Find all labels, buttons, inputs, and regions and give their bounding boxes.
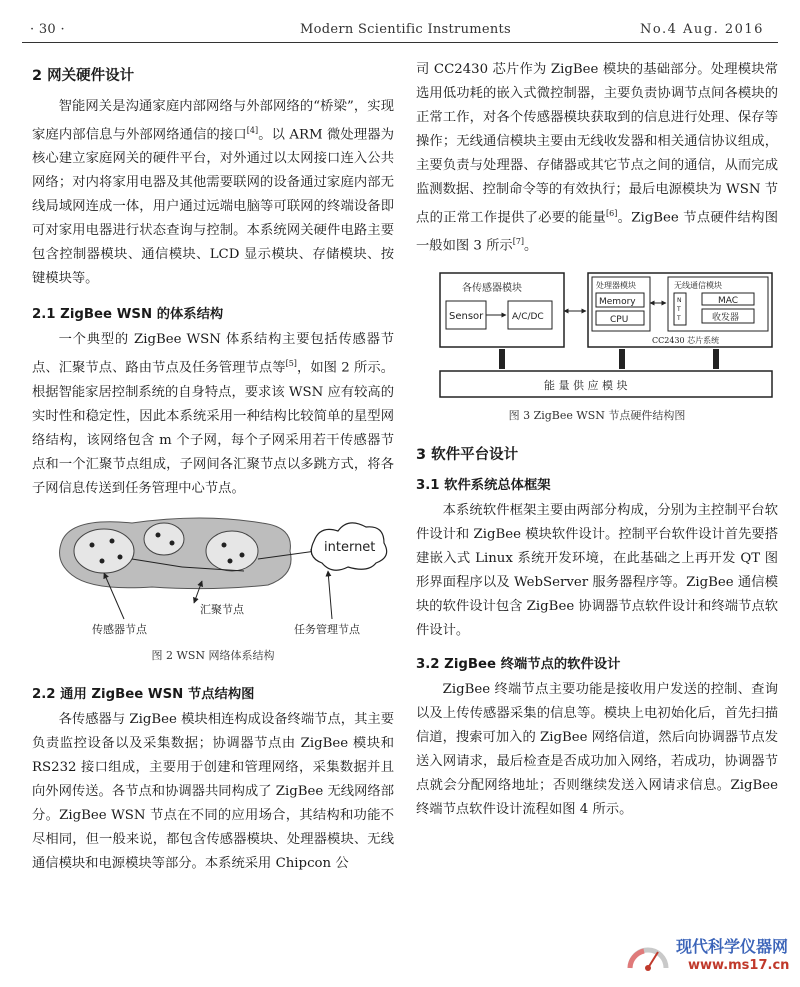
section-3-1-paragraph: 本系统软件框架主要由两部分构成，分别为主控制平台软件设计和 ZigBee 模块软件设计。控制平台软件设计首先要搭建嵌入式 Linux 系统开发环境，在此基础之上再开发 QT 图形界面程序以及 WebServer 服务器程序等。ZigBee 通信模块的软件设计包含 ZigBee 协调器节点软件设计和终端节点软件设计。 xyxy=(416,502,778,638)
figure-3 xyxy=(416,271,778,403)
watermark xyxy=(624,928,794,982)
section-2-1-title: 2.1 ZigBee WSN 的体系结构 xyxy=(32,307,224,323)
journal-name: Modern Scientific Instruments xyxy=(300,22,512,37)
subnet-cluster xyxy=(74,529,134,573)
text-run: 。 xyxy=(524,238,538,254)
citation: [7] xyxy=(512,237,525,247)
section-2-2-title: 2.2 通用 ZigBee WSN 节点结构图 xyxy=(32,686,255,702)
power-module-label: 能 量 供 应 模 块 xyxy=(544,378,628,392)
sensor-module-label: 各传感器模块 xyxy=(462,282,522,294)
cpu-label: CPU xyxy=(610,314,629,325)
wsn-network-diagram xyxy=(32,511,394,643)
internet-label: internet xyxy=(324,539,376,555)
header-rule xyxy=(22,42,778,43)
processor-module-label: 处理器模块 xyxy=(596,280,636,290)
sink-node-label: 汇聚节点 xyxy=(200,602,244,616)
figure-2-caption: 图 2 WSN 网络体系结构 xyxy=(151,648,275,662)
watermark-name: 现代科学仪器网 xyxy=(676,937,789,956)
page-number: · 30 · xyxy=(30,22,65,37)
wireless-module-label: 无线通信模块 xyxy=(674,280,722,290)
text-run: 。ZigBee 节点硬件结构图一般如图 3 所示 xyxy=(416,210,778,254)
text-run: 司 CC2430 芯片作为 ZigBee 模块的基础部分。处理模块常选用低功耗的嵌入式微控制器，主要负责协调节点间各模块的正常工作，对各个传感器模块获取到的信息进行处理、保存等操作；无线通信模块主要由无线收发器和相关通信协议组成，主要负责与处理器、存储器或其它节点之间的通信，从而完成监测数据、控制命令等的有效执行；最后电源模块为 WSN 节点的正常工作提供了必要的能量 xyxy=(416,62,778,226)
citation: [5] xyxy=(285,359,297,369)
left-column xyxy=(32,58,394,876)
continued-paragraph xyxy=(416,58,778,259)
subnet-cluster xyxy=(144,523,184,555)
section-3-title: 3 软件平台设计 xyxy=(416,446,519,463)
gauge-logo-icon xyxy=(624,932,672,978)
mac-label: MAC xyxy=(718,295,739,306)
sensor-label: Sensor xyxy=(449,310,484,322)
watermark-url: www.ms17.cn xyxy=(688,958,790,973)
section-3-2-paragraph: ZigBee 终端节点主要功能是接收用户发送的控制、查询以及上传传感器采集的信息等。模块上电初始化后，首先扫描信道，搜索可加入的 ZigBee 网络信道，然后向协调器节点发送入网请求，最后检查是否成功加入网络，若成功，协调器节点就会分配网络地址；否则继续发送入网请求信息。ZigBee 终端节点软件设计流程如图 4 所示。 xyxy=(416,681,778,817)
section-2-1-paragraph xyxy=(32,328,394,500)
adc-label: A/C/DC xyxy=(512,311,544,322)
transceiver-label: 收发器 xyxy=(712,312,740,323)
sensor-node-label: 传感器节点 xyxy=(92,622,147,636)
section-2-paragraph xyxy=(32,95,394,291)
figure-2 xyxy=(32,511,394,643)
text-run: 一个典型的 ZigBee WSN 体系结构主要包括传感器节点、汇聚节点、路由节点及任务管理节点等 xyxy=(32,332,394,376)
issue-info: No.4 Aug. 2016 xyxy=(640,22,764,37)
figure-3-caption: 图 3 ZigBee WSN 节点硬件结构图 xyxy=(508,408,686,422)
section-2-2-paragraph: 各传感器与 ZigBee 模块相连构成设备终端节点，其主要负责监控设备以及采集数据；协调器节点由 ZigBee 模块和 RS232 接口组成，主要用于创建和管理网络，采集数据并且向外网传送。各节点和协调器共同构成了 ZigBee 无线网络部分。ZigBee WSN 节点在不同的应用场合，其结构和功能不尽相同，但一般来说，都包含传感器模块、处理器模块、无线通信模块和电源模块等部分。本系统采用 Chipcon 公 xyxy=(32,711,394,871)
node-hardware-diagram xyxy=(416,271,778,403)
text-run: 智能网关是沟通家庭内部网络与外部网络的“桥梁”，实现家庭内部信息与外部网络通信的接口 xyxy=(32,99,394,143)
section-3-1-title: 3.1 软件系统总体框架 xyxy=(416,477,551,493)
citation: [6] xyxy=(606,209,618,218)
citation: [4] xyxy=(246,126,259,135)
subnet-cluster xyxy=(206,531,258,571)
section-2-title: 2 网关硬件设计 xyxy=(32,68,135,84)
right-column xyxy=(416,58,778,822)
ntt-label: N T T xyxy=(677,296,682,322)
text-run: 。以 ARM 微处理器为核心建立家庭网关的硬件平台，对外通过以太网接口连入公共网络；对内将家用电器及其他需要联网的设备通过家庭内部无线局域网连成一体，用户通过远端电脑等可联网的终端设备即可对家用电器进行状态查询与控制。本系统网关硬件电路主要包含控制器模块、通信模块、LCD 显示模块、存储模块、按键模块等。 xyxy=(32,127,395,287)
section-3-2-title: 3.2 ZigBee 终端节点的软件设计 xyxy=(416,656,621,672)
text-run: ，如图 2 所示。根据智能家居控制系统的自身特点，要求该 WSN 应有较高的实时性和稳定性，因此本系统采用一种结构比较简单的星型网络结构，该网络包含 m 个子网，每个子网采用若干传感器节点和一个汇聚节点组成，子网间各汇聚节点以多跳方式，将各子网信息传送到任务管理中心节点。 xyxy=(32,360,395,496)
task-pointer xyxy=(328,571,332,619)
task-node-label: 任务管理节点 xyxy=(294,622,360,636)
memory-label: Memory xyxy=(599,296,636,307)
chip-label: CC2430 芯片系统 xyxy=(652,335,720,345)
